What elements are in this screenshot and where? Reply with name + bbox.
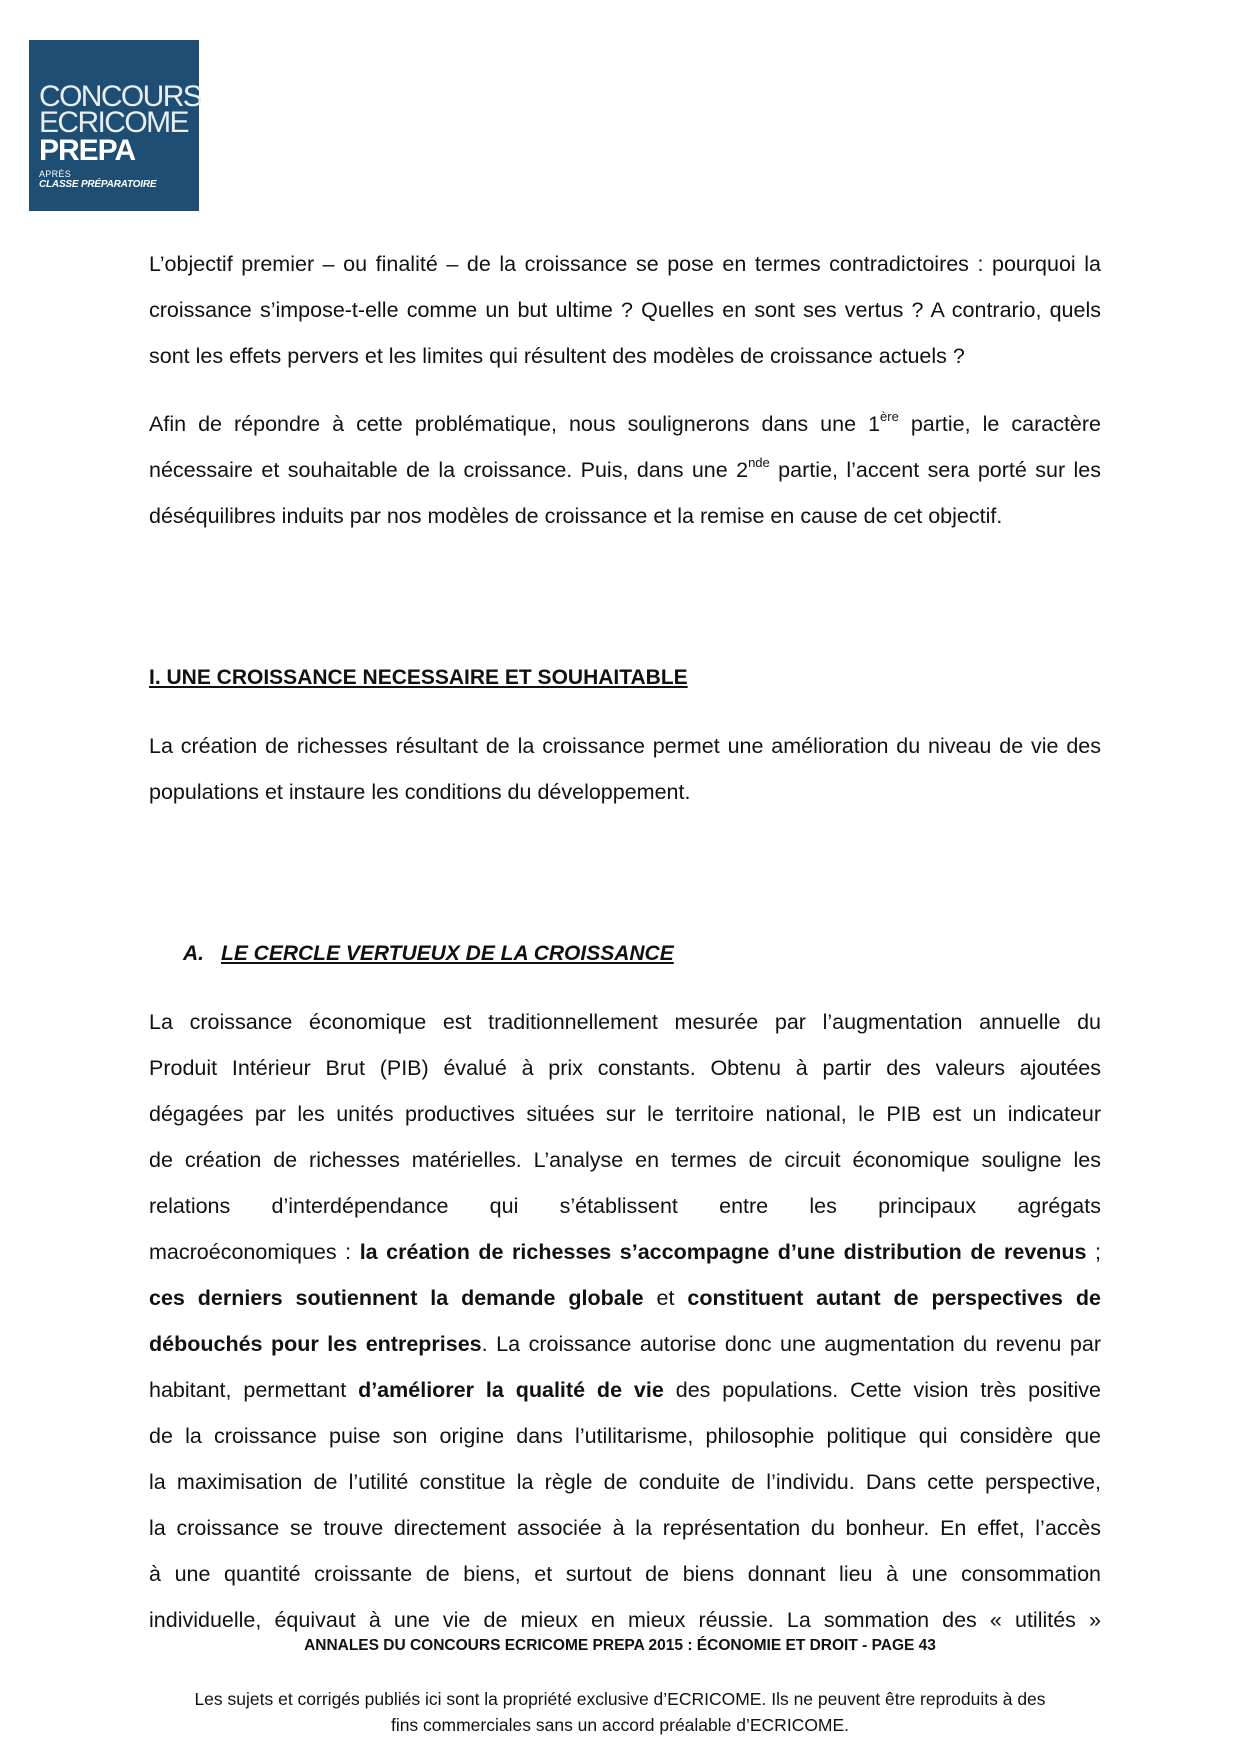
- paragraph-line: [149, 1229, 1101, 1275]
- intro-paragraph-1: L’objectif premier – ou finalité – de la croissance se pose en termes contradictoires : pourquoi la croissance s’impose-t-elle comme un but ultime ? Quelles en sont ses vertus ? A contrario, quels sont les effets pervers et les limites qui résultent des modèles de croissance actuels ?: [149, 252, 1101, 368]
- paragraph-line: La croissance économique est traditionnellement mesurée par l’augmentation annuelle du: [149, 1010, 1101, 1034]
- line-text: des populations. Cette vision très positive: [663, 1378, 1101, 1402]
- logo-line-prepa: PREPA: [39, 134, 136, 167]
- intro-p2-sup-1: ère: [880, 408, 899, 424]
- paragraph-line: [149, 1275, 1101, 1321]
- ecricome-logo: [29, 40, 202, 211]
- section-1-paragraph: La création de richesses résultant de la croissance permet une amélioration du niveau de vie des populations et instaure les conditions du développement.: [149, 734, 1101, 804]
- footer-notice-line-1: Les sujets et corrigés publiés ici sont la propriété exclusive d’ECRICOME. Ils ne peuvent être reproduits à des: [194, 1689, 1046, 1709]
- section-a-title: LE CERCLE VERTUEUX DE LA CROISSANCE: [221, 942, 674, 965]
- paragraph-line: [149, 1367, 1101, 1413]
- paragraph-line: de création de richesses matérielles. L’analyse en termes de circuit économique souligne les: [149, 1148, 1101, 1172]
- section-1-heading: I. UNE CROISSANCE NECESSAIRE ET SOUHAITABLE: [149, 666, 688, 689]
- bold-text: ces derniers soutiennent la demande globale: [149, 1286, 644, 1310]
- logo-line-classe: CLASSE PRÉPARATOIRE: [39, 179, 157, 190]
- paragraph-line: Produit Intérieur Brut (PIB) évalué à prix constants. Obtenu à partir des valeurs ajoutées: [149, 1056, 1101, 1080]
- intro-p2-sup-2: nde: [748, 454, 770, 470]
- footer-notice-line-2: fins commerciales sans un accord préalable d’ECRICOME.: [390, 1715, 850, 1735]
- bold-text: constituent autant de perspectives de: [687, 1286, 1101, 1310]
- intro-p2-text-b: partie, le caractère nécessaire et souhaitable de la croissance. Puis, dans une 2: [149, 412, 1102, 482]
- paragraph-line: de la croissance puise son origine dans l’utilitarisme, philosophie politique qui considère que: [149, 1424, 1101, 1448]
- paragraph-line: [149, 1321, 1101, 1367]
- bold-text: la création de richesses s’accompagne d’une distribution de revenus: [359, 1240, 1087, 1264]
- line-text: macroéconomiques :: [149, 1240, 360, 1264]
- section-a-heading: [149, 931, 1101, 977]
- paragraph-line: dégagées par les unités productives situées sur le territoire national, le PIB est un indicateur: [149, 1102, 1101, 1126]
- logo-line-apres: APRÈS: [39, 169, 72, 179]
- intro-paragraph-2: [149, 401, 1101, 539]
- paragraph-line: individuelle, équivaut à une vie de mieux en mieux réussie. La sommation des « utilités »: [149, 1608, 1101, 1632]
- paragraph-line: relations d’interdépendance qui s’établissent entre les principaux agrégats: [149, 1194, 1101, 1218]
- section-a-number: A.: [183, 942, 204, 965]
- line-text: ;: [1086, 1240, 1101, 1264]
- logo-line-concours: CONCOURS: [39, 80, 202, 113]
- footer-title: ANNALES DU CONCOURS ECRICOME PREPA 2015 : ÉCONOMIE ET DROIT - PAGE 43: [304, 1637, 936, 1654]
- section-a-paragraph: [149, 999, 1101, 1643]
- intro-p2-text-a: Afin de répondre à cette problématique, nous soulignerons dans une 1: [149, 412, 881, 436]
- intro-p2-text-c: partie, l’accent sera porté sur les déséquilibres induits par nos modèles de croissance et la remise en cause de cet objectif.: [149, 458, 1101, 528]
- bold-text: débouchés pour les entreprises: [149, 1332, 482, 1356]
- footer-notice: [0, 1686, 1240, 1738]
- paragraph-line: à une quantité croissante de biens, et surtout de biens donnant lieu à une consommation: [149, 1562, 1101, 1586]
- paragraph-line: la croissance se trouve directement associée à la représentation du bonheur. En effet, l’accès: [149, 1516, 1101, 1540]
- line-text: habitant, permettant: [149, 1378, 359, 1402]
- line-text: et: [643, 1286, 688, 1310]
- page-body: [149, 241, 1101, 1643]
- paragraph-line: la maximisation de l’utilité constitue la règle de conduite de l’individu. Dans cette perspective,: [149, 1470, 1101, 1494]
- line-text: . La croissance autorise donc une augmentation du revenu par: [481, 1332, 1101, 1356]
- logo-line-ecricome: ECRICOME: [39, 106, 188, 139]
- bold-text: d’améliorer la qualité de vie: [358, 1378, 664, 1402]
